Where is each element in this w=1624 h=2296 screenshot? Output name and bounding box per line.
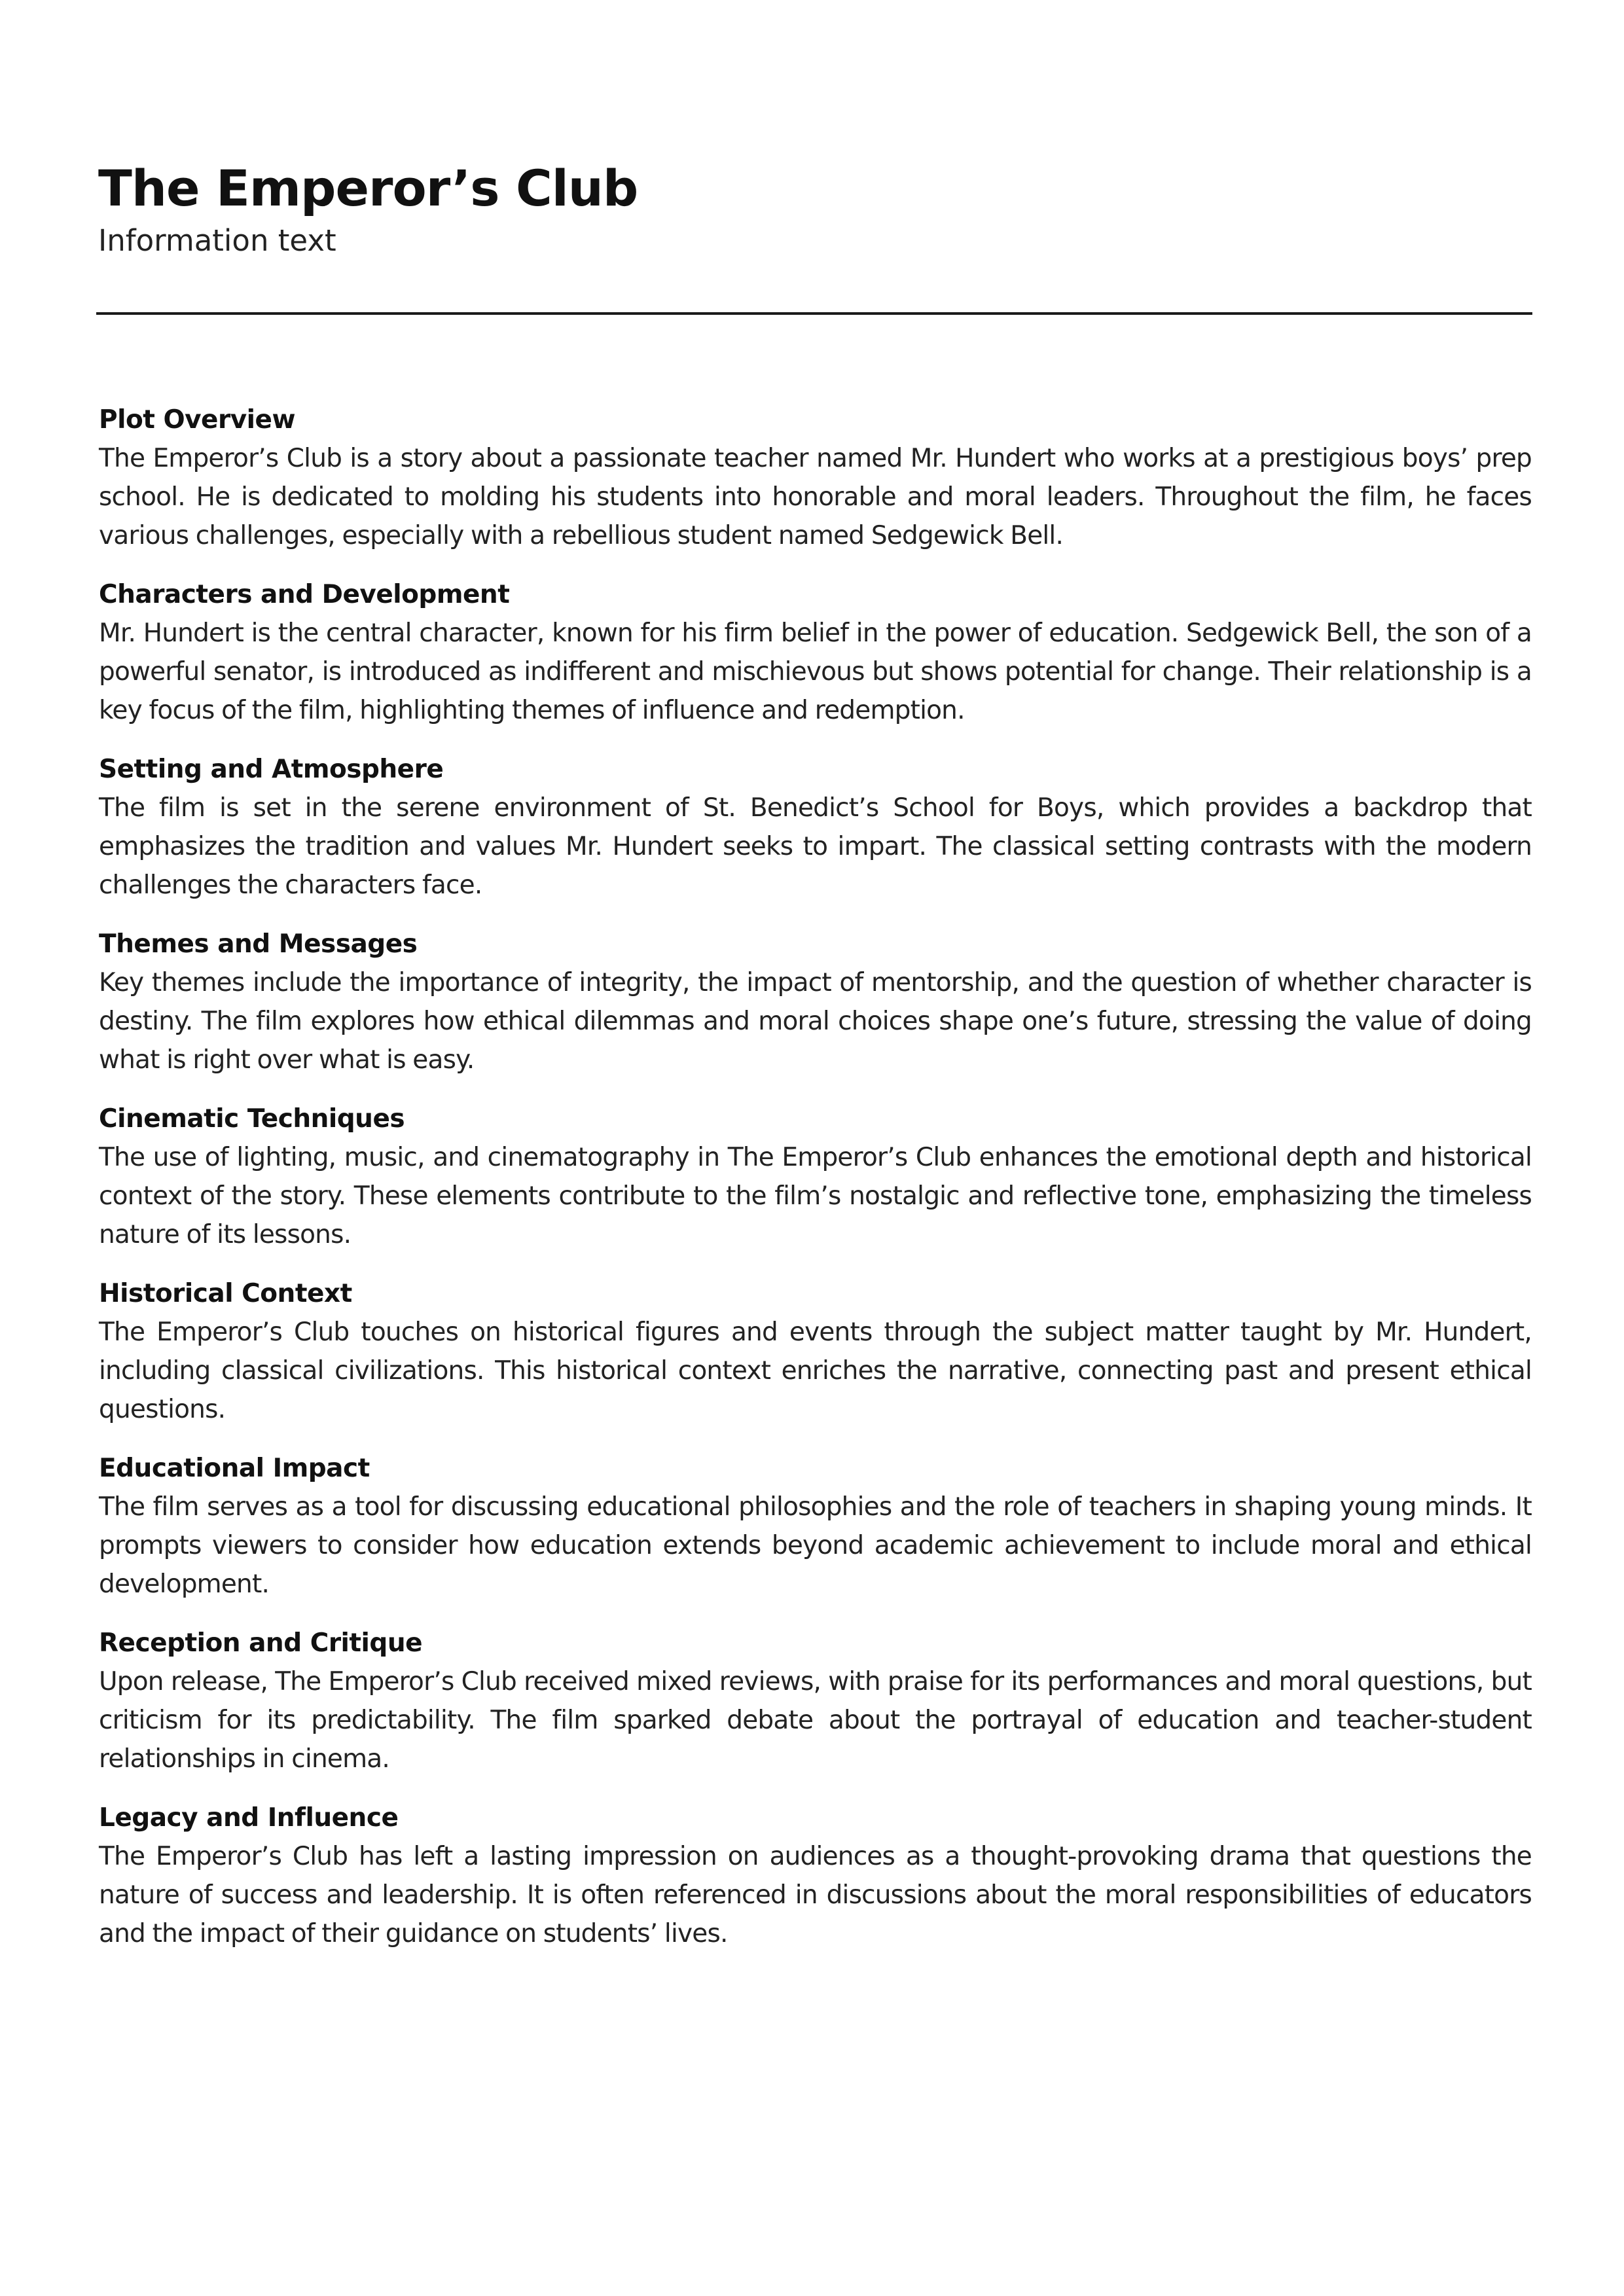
section-body: The use of lighting, music, and cinematography in The Emperor’s Club enhances the emotional depth and historical context of the story. These elements contribute to the film’s nostalgic and reflective tone, emphasizing the timeless nature of its lessons. — [99, 1143, 1532, 1249]
header-divider — [96, 312, 1532, 315]
section-reception-and-critique — [99, 1624, 1532, 1778]
section-heading: Educational Impact — [99, 1454, 370, 1483]
section-plot-overview — [99, 401, 1532, 555]
document-subtitle: Information text — [98, 223, 336, 258]
section-legacy-and-influence — [99, 1799, 1532, 1953]
section-heading: Plot Overview — [99, 405, 295, 435]
section-body: The Emperor’s Club touches on historical figures and events through the subject matter taught by Mr. Hundert, including classical civilizations. This historical context enriches the narrative, connecting past and present ethical questions. — [99, 1318, 1532, 1424]
document-content — [99, 401, 1532, 1973]
section-body: The film is set in the serene environment of St. Benedict’s School for Boys, which provides a backdrop that emphasizes the tradition and values Mr. Hundert seeks to impart. The classical setting contrasts with the modern challenges the characters face. — [99, 793, 1532, 900]
document-header — [98, 156, 1532, 260]
section-body: The Emperor’s Club is a story about a passionate teacher named Mr. Hundert who works at a prestigious boys’ prep school. He is dedicated to molding his students into honorable and moral leaders. Throughout the film, he faces various challenges, especially with a rebellious student named Sedgewick Bell. — [99, 444, 1532, 550]
section-educational-impact — [99, 1449, 1532, 1604]
section-setting-and-atmosphere — [99, 750, 1532, 905]
section-body: The Emperor’s Club has left a lasting impression on audiences as a thought-provoking drama that questions the nature of success and leadership. It is often referenced in discussions about the moral responsibilities of educators and the impact of their guidance on students’ lives. — [99, 1842, 1532, 1948]
section-characters-and-development — [99, 575, 1532, 730]
section-heading: Setting and Atmosphere — [99, 755, 444, 784]
section-heading: Themes and Messages — [99, 929, 418, 959]
section-heading: Legacy and Influence — [99, 1803, 399, 1833]
section-heading: Reception and Critique — [99, 1628, 423, 1658]
section-body: Mr. Hundert is the central character, known for his firm belief in the power of education. Sedgewick Bell, the son of a powerful senator, is introduced as indifferent and mischievous but shows potential for change. Their relationship is a key focus of the film, highlighting themes of influence and redemption. — [99, 619, 1532, 725]
section-themes-and-messages — [99, 925, 1532, 1079]
section-heading: Historical Context — [99, 1279, 352, 1308]
section-heading: Characters and Development — [99, 580, 510, 609]
section-body: Key themes include the importance of integrity, the impact of mentorship, and the question of whether character is destiny. The film explores how ethical dilemmas and moral choices shape one’s future, stressing the value of doing what is right over what is easy. — [99, 968, 1532, 1075]
section-body: The film serves as a tool for discussing educational philosophies and the role of teachers in shaping young minds. It prompts viewers to consider how education extends beyond academic achievement to include moral and ethical development. — [99, 1492, 1532, 1599]
section-cinematic-techniques — [99, 1100, 1532, 1254]
section-body: Upon release, The Emperor’s Club received mixed reviews, with praise for its performances and moral questions, but criticism for its predictability. The film sparked debate about the portrayal of education and teacher-student relationships in cinema. — [99, 1667, 1532, 1774]
section-historical-context — [99, 1274, 1532, 1429]
document-title: The Emperor’s Club — [98, 159, 638, 217]
section-heading: Cinematic Techniques — [99, 1104, 405, 1134]
